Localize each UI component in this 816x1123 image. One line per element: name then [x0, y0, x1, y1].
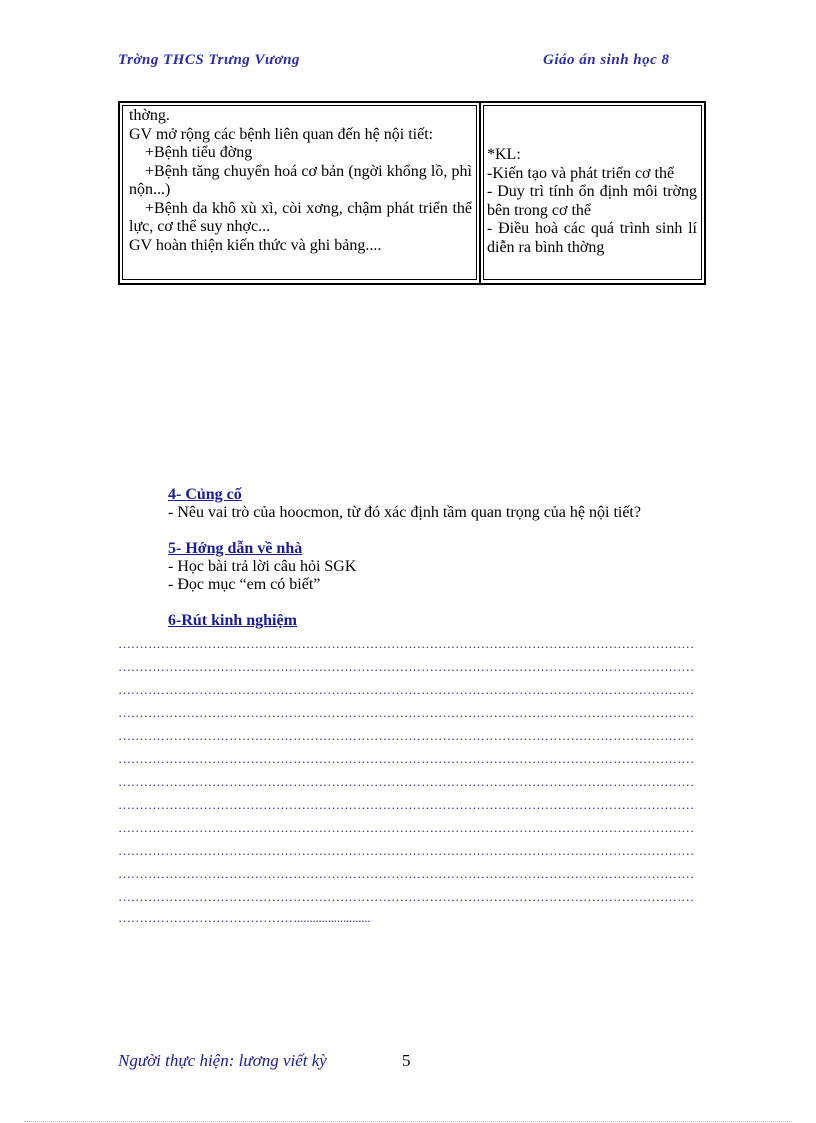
section-title: 6-Rút kinh nghiệm	[168, 612, 297, 629]
table-cell-teacher-activity	[120, 103, 481, 283]
section-text: - Học bài trả lời câu hỏi SGK	[168, 558, 357, 575]
dotted-line: ………………………………………………………………………………………………………………………	[118, 843, 695, 858]
dotted-line: ………………………………………………………………………………………………………………………	[118, 705, 695, 720]
dotted-line: ………………………………………………………………………………………………………………………	[118, 636, 695, 651]
dotted-line: ………………………………………………………………………………………………………………………	[118, 889, 695, 904]
dotted-line: ………………………………………………………………………………………………………………………	[118, 866, 695, 881]
footer-author: Người thực hiện: lương viết kỳ	[118, 1051, 327, 1070]
section-homework	[118, 540, 698, 594]
dotted-line: ………………………………………………………………………………………………………………………	[118, 797, 695, 812]
section-title: 4- Củng cố	[168, 486, 242, 503]
page-bottom-divider	[24, 1121, 792, 1122]
table-text-line: +Bệnh tiểu đờng	[145, 144, 253, 161]
dotted-line: ………………………………………………………………………………………………………………………	[118, 820, 695, 835]
page-number: 5	[402, 1051, 411, 1070]
section-consolidation	[118, 486, 698, 522]
lesson-table	[118, 101, 706, 285]
section-title: 5- Hớng dẫn về nhà	[168, 540, 303, 557]
table-text-line: +Bệnh tăng chuyển hoá cơ bản (ngời khổng lồ, phì nộn...)	[129, 162, 472, 198]
table-text-line: GV mở rộng các bệnh liên quan đến hệ nội tiết:	[129, 125, 434, 143]
section-experience	[118, 612, 698, 630]
section-text: - Đọc mục “em có biết”	[168, 576, 321, 593]
table-text-line: thờng.	[129, 107, 170, 124]
section-text: - Nêu vai trò của hoocmon, từ đó xác định tầm quan trọng của hệ nội tiết?	[168, 504, 641, 521]
dotted-line: ………………………………………………………………………………………………………………………	[118, 682, 695, 697]
dotted-line: ………………………………………………………………………………………………………………………	[118, 751, 695, 766]
table-text-line: - Duy trì tính ổn định môi trờng bên trong cơ thể	[487, 183, 697, 219]
dotted-line: ………………………………………………………………………………………………………………………	[118, 728, 695, 743]
header-plan-title: Giáo án sinh học 8	[543, 52, 670, 68]
table-cell-conclusion	[481, 103, 704, 283]
dotted-line: ………………………………………………………………………………………………………………………	[118, 659, 695, 674]
table-text-line: *KL:	[487, 146, 521, 163]
table-text-line: - Điều hoà các quá trình sinh lí diễn ra bình thờng	[487, 220, 697, 256]
dotted-line: ……………………………………........................	[118, 910, 371, 925]
table-text-line: +Bệnh da khô xù xì, còi xơng, chậm phát triển thể lực, cơ thể suy nhợc...	[129, 199, 472, 235]
table-text-line: -Kiến tạo và phát triển cơ thể	[487, 164, 675, 182]
dotted-line: ………………………………………………………………………………………………………………………	[118, 774, 695, 789]
table-text-line: GV hoàn thiện kiến thức và ghi bảng....	[129, 236, 382, 254]
header-school: Trờng THCS Trưng Vương	[118, 52, 300, 68]
